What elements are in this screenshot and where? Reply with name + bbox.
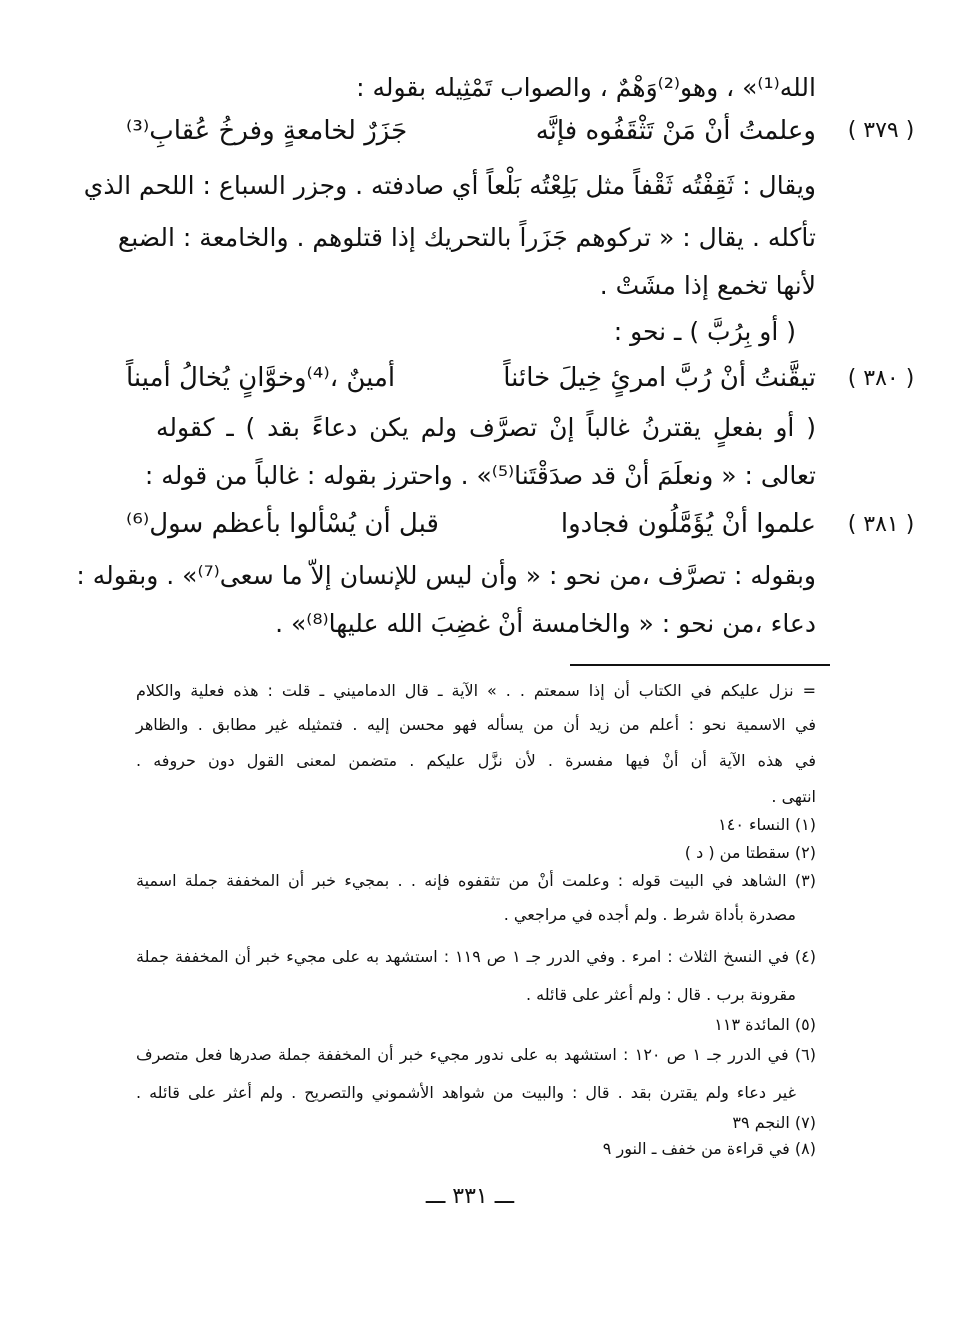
footnote-2: (٢) سقطتا من ( د ) [684,843,816,862]
footnote-4-line-2: مقرونة برب . قال : ولم أعثر على قائله . [525,985,796,1004]
footnote-continuation-line-1: = نزل عليكم في الكتاب أن إذا سمعتم . . » الآية ـ قال الدماميني ـ قلت : هذه فعلية والكلام [136,681,816,700]
verse-379-first-hemistich: وعلمتُ أنْ مَنْ تَثْقَفُوه فإنَّه [535,116,816,146]
text-line-8: ( أو بفعلٍ يقترنُ غالباً إنْ تصرَّف ولم يكن دعاءً بقد ) ـ كقوله [156,413,816,442]
footnote-continuation-line-3: في هذه الآية أن أنْ فيها مفسرة . لأن نزَّل عليكم . متضمن لمعنى القول دون حروفه . [136,751,816,770]
footnote-7: (٧) النجم ٣٩ [732,1113,816,1132]
verse-380 [126,360,816,396]
verse-381 [126,506,816,542]
text-line-12: دعاء ،من نحو : « والخامسة أنْ غضِبَ الله عليها⁽⁸⁾» . [275,609,816,638]
footnote-6-line-1: (٦) في الدرر جـ ١ ص ١٢٠ : استشهد به على ندور مجيء خبر أن المخففة جملة صدرها فعل متصرف [136,1045,816,1064]
verse-379 [126,113,816,149]
footnote-5: (٥) المائدة ١١٣ [714,1015,816,1034]
verse-number-381: ( ٣٨١ ) [847,512,915,537]
verse-381-first-hemistich: علموا أنْ يُؤَمَّلُون فجادوا [560,509,816,539]
footnote-separator [570,664,830,666]
verse-380-second-hemistich: أمينٌ ،⁽⁴⁾وخوَّانٍ يُخالُ أميناً [126,363,396,393]
verse-379-second-hemistich: جَزَرٌ لخامعةٍ وفرخُ عُقابِ⁽³⁾ [126,116,408,146]
verse-number-379: ( ٣٧٩ ) [847,118,915,143]
text-line-4: تأكله . يقال : « تركوهم جَزَراً بالتحريك إذا قتلوهم . والخامعة : الضبع [117,223,816,252]
text-line-6: ( أو بِرُبَّ ) ـ نحو : [613,317,796,346]
footnote-6-line-2: غير دعاء ولم يقترن بقد . قال : والبيت من شواهد الأشموني والتصريح . ولم أعثر على قائله . [136,1083,796,1102]
text-line-3: ويقال : ثَقِفْتُه ثَقْفاً مثل بَلِعْتُه بَلْعاً أي صادفته . وجزر السباع : اللحم الذي [83,171,816,200]
footnote-continuation-line-4: انتهى . [771,787,816,806]
text-line-5: لأنها تخمع إذا مشَتْ . [599,271,816,300]
text-line-9: تعالى : « ونعلَمَ أنْ قد صدَقْتَنا⁽⁵⁾» . واحترز بقوله : غالباً من قوله : [144,461,816,490]
footnote-4-line-1: (٤) في النسخ الثلاث : امرء . وفي الدرر جـ ١ ص ١١٩ : استشهد به على مجيء خبر أن المخففة جملة [136,947,817,966]
footnote-1: (١) النساء ١٤٠ [718,815,816,834]
verse-380-first-hemistich: تيقَّنتُ أنْ رُبَّ امرئٍ خِيلَ خائناً [503,363,816,393]
verse-381-second-hemistich: قبل أن يُسْألوا بأعظم سول⁽⁶⁾ [126,509,439,539]
footnote-8: (٨) في قراءة من خفف ـ النور ٩ [602,1139,816,1158]
page-number: ـــ ٣٣١ ـــ [425,1184,515,1209]
text-line-11: وبقوله : تصرَّف ،من نحو : « وأن ليس للإنسان إلاّ ما سعى⁽⁷⁾» . وبقوله : [76,561,816,590]
verse-number-380: ( ٣٨٠ ) [847,366,915,391]
footnote-continuation-line-2: في الاسمية نحو : أعلم من زيد أن من يسأله فهو محسن إليه . فتمثيله غير مطابق . والظاهر [136,715,816,734]
text-line-1: الله⁽¹⁾» ، وهو⁽²⁾وَهْمٌ ، والصواب تَمْثِيله بقوله : [356,73,816,102]
footnote-3-line-1: (٣) الشاهد في البيت قوله : وعلمت أنْ من تثقفوه فإنه . . بمجيء خبر أن المخففة جملة اسمية [136,871,816,890]
footnote-3-line-2: مصدرة بأداة شرط . ولم أجده في مراجعي . [503,905,796,924]
